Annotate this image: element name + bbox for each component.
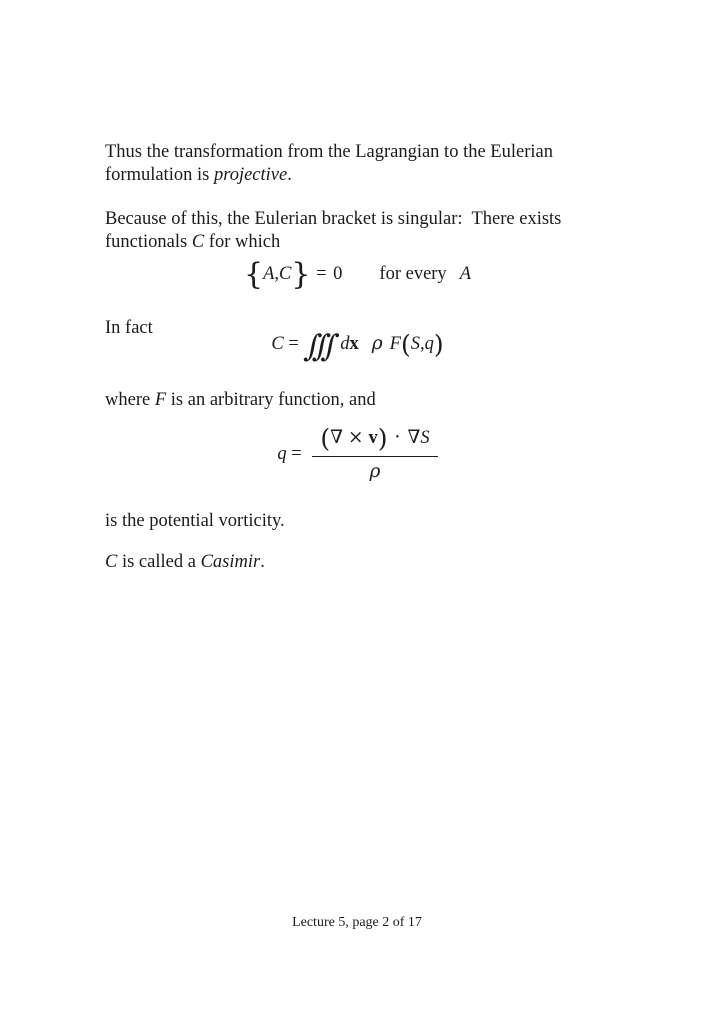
paragraph-line: functionals <box>105 232 192 252</box>
variable-q: q <box>277 443 287 464</box>
function-F: F <box>389 334 401 354</box>
paragraph-line: formulation is <box>105 165 214 185</box>
paragraph-line: . <box>287 165 292 185</box>
rho-symbol: ρ <box>371 333 383 354</box>
fraction-numerator <box>312 425 437 457</box>
rho-symbol: ρ <box>369 461 381 482</box>
paragraph-arbitrary-function <box>105 389 610 412</box>
triple-integral-symbol: ∫∫∫ <box>302 329 335 364</box>
variable-C: C <box>105 552 118 572</box>
variable-F: F <box>154 390 167 410</box>
right-brace-symbol: } <box>291 257 311 292</box>
right-paren-symbol: ) <box>433 330 444 359</box>
comma: , <box>274 264 280 284</box>
equation-poisson-bracket <box>105 257 610 304</box>
vector-v: v <box>368 428 378 448</box>
differential-d: d <box>340 334 350 354</box>
paragraph-casimir <box>105 551 610 574</box>
equals-sign: = <box>283 334 304 354</box>
page-footer <box>0 914 714 932</box>
equation-casimir-integral <box>105 329 610 380</box>
paragraph-line: is called a <box>117 552 201 572</box>
paragraph-transformation <box>105 141 610 187</box>
paragraph-bracket-singular <box>105 208 610 254</box>
variable-A: A <box>263 264 275 284</box>
emphasis-casimir: Casimir <box>200 552 261 572</box>
variable-C: C <box>271 334 284 354</box>
emphasis-projective: projective <box>213 165 288 185</box>
variable-S: S <box>420 428 430 448</box>
nabla-symbol: ∇ <box>407 427 421 448</box>
right-paren-symbol: ) <box>377 424 388 453</box>
paragraph-line: . <box>260 552 265 572</box>
left-brace-symbol: { <box>244 257 264 292</box>
left-paren-symbol: ( <box>400 330 411 359</box>
variable-C: C <box>279 264 292 284</box>
vector-x: x <box>349 334 359 354</box>
paragraph-line: Thus the transformation from the Lagrangian to the Eulerian <box>105 142 553 162</box>
dot-product-symbol: · <box>394 427 401 448</box>
paragraph-line: is an arbitrary function, and <box>166 390 376 410</box>
left-paren-symbol: ( <box>320 424 331 453</box>
footer-text: Lecture 5, page 2 of 17 <box>292 915 422 930</box>
fraction-denominator <box>312 457 437 484</box>
fraction <box>312 425 437 484</box>
nabla-symbol: ∇ <box>330 427 344 448</box>
paragraph-line: In fact <box>105 318 153 338</box>
equals-sign: = <box>286 443 307 464</box>
cross-product-symbol: × <box>348 427 364 448</box>
variable-A: A <box>459 264 471 284</box>
equals-zero: = 0 <box>310 264 344 284</box>
paragraph-line: Because of this, the Eulerian bracket is singular: There exists <box>105 209 562 229</box>
paragraph-potential-vorticity <box>105 510 610 533</box>
paragraph-line: where <box>105 390 155 410</box>
paragraph-line: is the potential vorticity. <box>105 511 285 531</box>
paragraph-line: for which <box>204 232 281 252</box>
arguments-Sq: S,q <box>410 334 434 354</box>
variable-C: C <box>191 232 205 252</box>
equation-potential-vorticity <box>105 425 610 495</box>
qualifier-text: for every <box>379 264 447 284</box>
